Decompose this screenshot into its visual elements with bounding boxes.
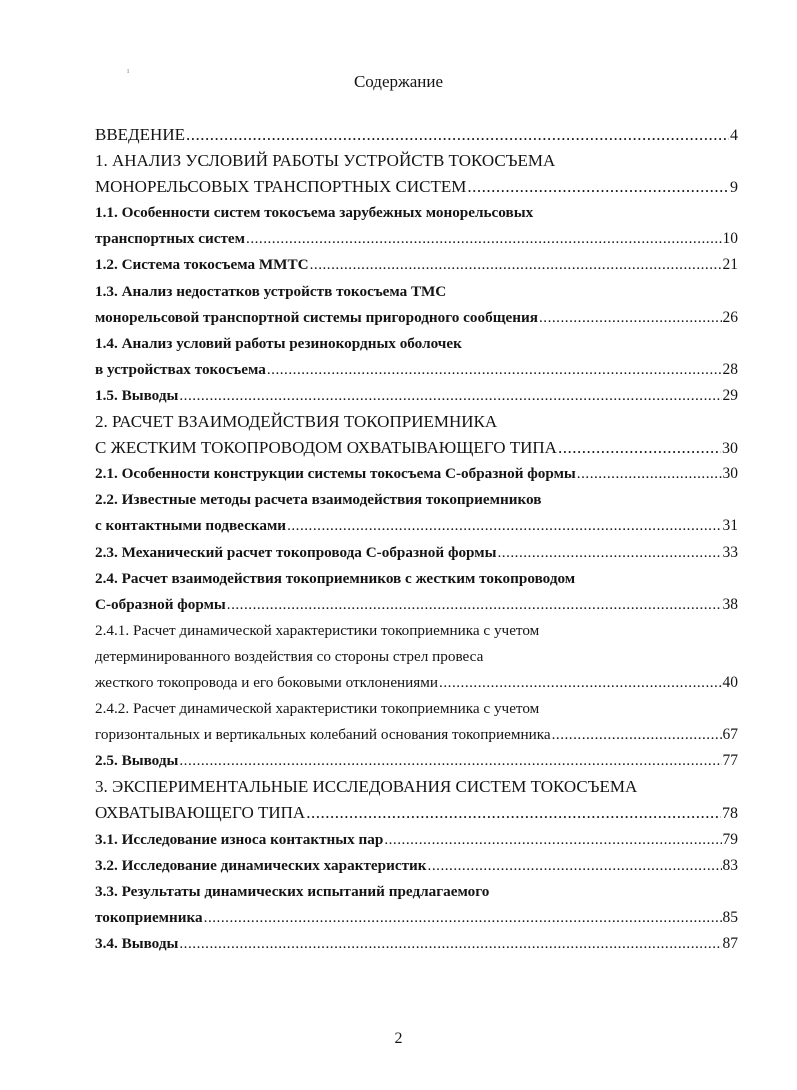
toc-entry-page: 67: [722, 726, 738, 744]
toc-entry: [95, 331, 738, 357]
table-of-contents: [95, 122, 738, 957]
dot-leader: [306, 800, 721, 826]
toc-entry: [95, 748, 738, 774]
toc-entry-title: 2.4. Расчет взаимодействия токоприемников с жестким токопроводом: [95, 569, 576, 587]
toc-entry-title: жесткого токопровода и его боковыми отклонениями: [95, 673, 439, 691]
dot-leader: [287, 513, 721, 539]
dot-leader: [186, 122, 729, 148]
toc-entry-page: 38: [722, 595, 738, 613]
toc-entry: [95, 513, 738, 539]
toc-entry-title: в устройствах токосъема: [95, 360, 266, 378]
toc-entry: [95, 226, 738, 252]
toc-entry-page: 9: [730, 179, 738, 197]
toc-entry-page: 10: [722, 230, 738, 248]
toc-entry: [95, 879, 738, 905]
dot-leader: [267, 357, 722, 383]
dot-leader: [497, 540, 721, 566]
toc-entry-page: 21: [722, 256, 738, 274]
toc-entry: [95, 461, 738, 487]
toc-entry-title: 1.5. Выводы: [95, 386, 179, 404]
toc-entry: [95, 357, 738, 383]
toc-entry: [95, 800, 738, 826]
toc-entry-page: 87: [722, 934, 738, 952]
scan-mark: ı: [127, 66, 130, 75]
toc-entry-title: горизонтальных и вертикальных колебаний основания токоприемника: [95, 726, 551, 744]
dot-leader: [552, 722, 722, 748]
toc-entry-page: 40: [722, 673, 738, 691]
toc-entry-page: 29: [722, 386, 738, 404]
toc-entry-title: С ЖЕСТКИМ ТОКОПРОВОДОМ ОХВАТЫВАЮЩЕГО ТИПА: [95, 438, 557, 458]
dot-leader: [384, 827, 721, 853]
toc-entry: [95, 540, 738, 566]
toc-entry-page: 28: [722, 360, 738, 378]
toc-entry: [95, 174, 738, 200]
toc-entry-title: транспортных систем: [95, 230, 246, 248]
toc-entry: [95, 148, 738, 174]
toc-entry-title: 1.1. Особенности систем токосъема зарубежных монорельсовых: [95, 204, 534, 222]
dot-leader: [179, 931, 721, 957]
dot-leader: [577, 461, 722, 487]
toc-entry: [95, 931, 738, 957]
toc-entry-title: 2.4.2. Расчет динамической характеристики токоприемника с учетом: [95, 700, 540, 718]
toc-entry: [95, 122, 738, 148]
toc-entry-title: 1.3. Анализ недостатков устройств токосъема ТМС: [95, 282, 447, 300]
dot-leader: [227, 592, 722, 618]
page-number: 2: [394, 1030, 403, 1047]
dot-leader: [204, 905, 722, 931]
dot-leader: [539, 305, 722, 331]
toc-entry-page: 4: [730, 127, 738, 144]
toc-entry: [95, 252, 738, 278]
toc-entry-title: с контактными подвесками: [95, 517, 287, 535]
toc-entry-page: 33: [722, 543, 738, 561]
toc-entry-title: 1.2. Система токосъема ММТС: [95, 256, 309, 274]
toc-entry-title: 2. РАСЧЕТ ВЗАИМОДЕЙСТВИЯ ТОКОПРИЕМНИКА: [95, 412, 498, 432]
toc-entry-title: детерминированного воздействия со стороны стрел провеса: [95, 647, 484, 665]
dot-leader: [179, 748, 721, 774]
toc-entry: [95, 305, 738, 331]
toc-entry-page: 78: [722, 805, 738, 823]
dot-leader: [310, 252, 722, 278]
dot-leader: [428, 853, 722, 879]
toc-entry: [95, 905, 738, 931]
toc-entry-title: 2.1. Особенности конструкции системы токосъема С-образной формы: [95, 465, 576, 483]
toc-entry-title: 2.4.1. Расчет динамической характеристики токоприемника с учетом: [95, 621, 540, 639]
dot-leader: [179, 383, 721, 409]
toc-entry: [95, 435, 738, 461]
dot-leader: [246, 226, 721, 252]
toc-entry: [95, 644, 738, 670]
toc-entry-title: токоприемника: [95, 908, 203, 926]
dot-leader: [439, 670, 721, 696]
toc-entry-title: монорельсовой транспортной системы пригородного сообщения: [95, 308, 538, 326]
toc-entry: [95, 618, 738, 644]
toc-entry: [95, 774, 738, 800]
toc-entry-page: 83: [722, 856, 738, 874]
toc-entry: [95, 853, 738, 879]
toc-entry-title: 3.4. Выводы: [95, 934, 179, 952]
toc-entry-title: 1. АНАЛИЗ УСЛОВИЙ РАБОТЫ УСТРОЙСТВ ТОКОСЪЕМА: [95, 151, 556, 171]
toc-entry-title: ВВЕДЕНИЕ: [95, 125, 185, 144]
toc-entry: [95, 409, 738, 435]
toc-entry-title: 2.2. Известные методы расчета взаимодействия токоприемников: [95, 491, 542, 509]
toc-entry-page: 31: [722, 517, 738, 535]
toc-entry-title: 1.4. Анализ условий работы резинокордных оболочек: [95, 334, 462, 352]
dot-leader: [467, 174, 729, 200]
toc-entry-title: С-образной формы: [95, 595, 226, 613]
dot-leader: [558, 435, 721, 461]
toc-entry-page: 30: [722, 465, 738, 483]
toc-entry: [95, 696, 738, 722]
toc-entry-title: 2.3. Механический расчет токопровода С-образной формы: [95, 543, 497, 561]
toc-entry-page: 30: [722, 440, 738, 458]
toc-entry-title: 3.2. Исследование динамических характеристик: [95, 856, 427, 874]
toc-entry: [95, 722, 738, 748]
toc-entry-title: 3. ЭКСПЕРИМЕНТАЛЬНЫЕ ИССЛЕДОВАНИЯ СИСТЕМ ТОКОСЪЕМА: [95, 777, 638, 797]
toc-entry-title: 3.3. Результаты динамических испытаний предлагаемого: [95, 882, 490, 900]
toc-entry: [95, 279, 738, 305]
toc-entry: [95, 827, 738, 853]
toc-entry: [95, 383, 738, 409]
toc-entry-page: 26: [722, 308, 738, 326]
toc-entry-title: ОХВАТЫВАЮЩЕГО ТИПА: [95, 803, 306, 823]
toc-entry-page: 77: [722, 752, 738, 770]
toc-entry: [95, 592, 738, 618]
toc-entry-page: 85: [722, 908, 738, 926]
toc-entry-title: МОНОРЕЛЬСОВЫХ ТРАНСПОРТНЫХ СИСТЕМ: [95, 177, 467, 197]
toc-entry: [95, 487, 738, 513]
toc-entry: [95, 670, 738, 696]
toc-entry-title: 3.1. Исследование износа контактных пар: [95, 830, 384, 848]
toc-entry-page: 79: [722, 830, 738, 848]
toc-entry: [95, 200, 738, 226]
toc-entry: [95, 566, 738, 592]
page-title: Содержание: [353, 72, 444, 91]
toc-entry-title: 2.5. Выводы: [95, 752, 179, 770]
